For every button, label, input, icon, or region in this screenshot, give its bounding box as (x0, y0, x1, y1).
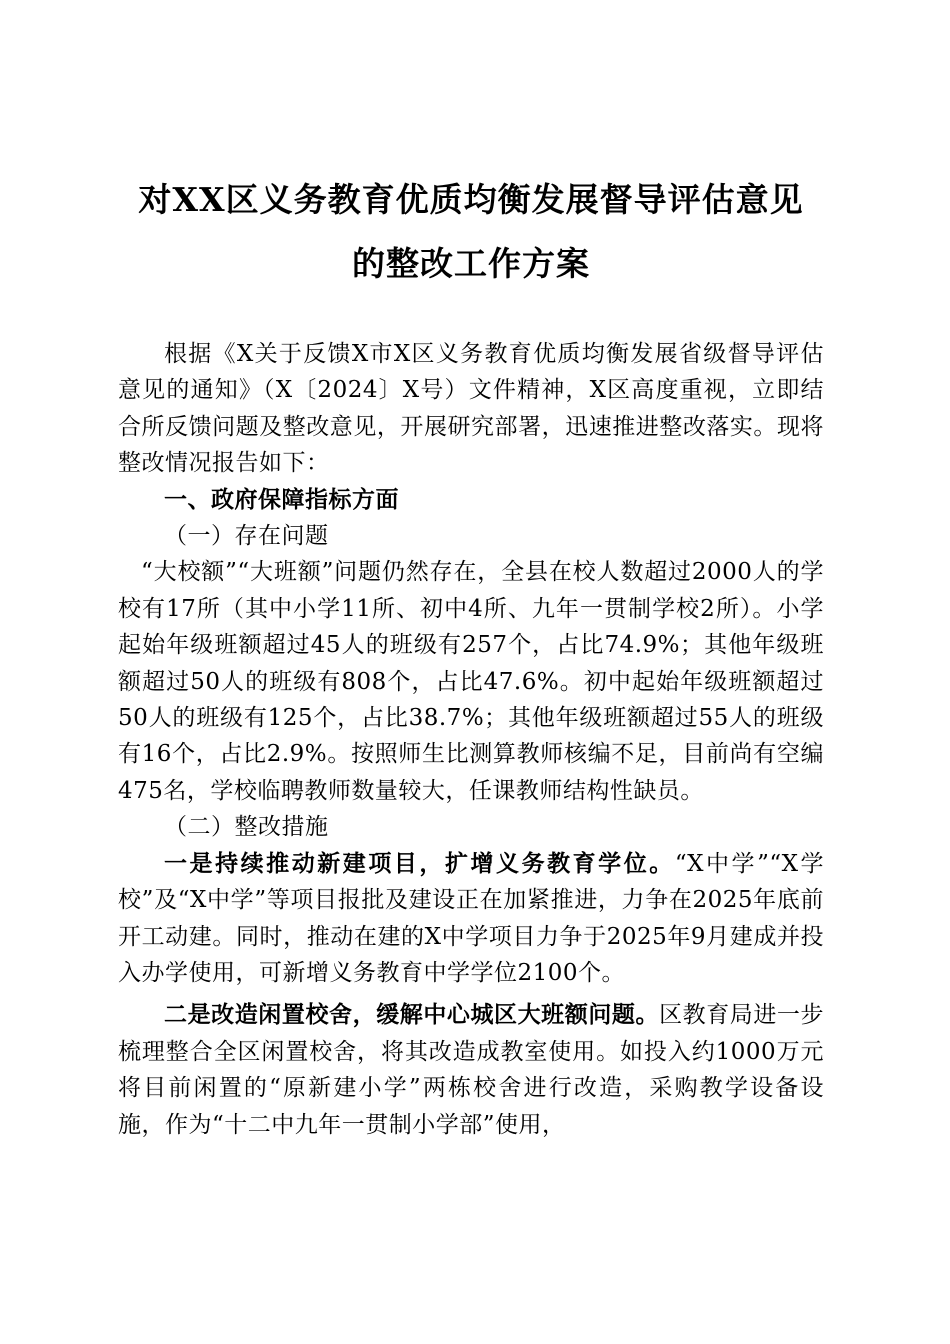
subsection-heading-measures: （二）整改措施 (164, 814, 329, 841)
subsection-heading-problems: （一）存在问题 (164, 523, 329, 550)
title-line-2: 的整改工作方案 (352, 244, 590, 283)
measure-paragraph-2 (118, 997, 824, 1143)
document-title (118, 168, 824, 296)
measure-1-text: “X中学”“X学校”及“X中学”等项目报批及建设正在加紧推进，力争在2025年底前开工动建。同时，推动在建的X中学项目力争于2025年9月建成并投入办学使用，可新增义务教育中学学位2100个。 (118, 850, 824, 986)
document-body (118, 336, 824, 1143)
problem-paragraph: “大校额”“大班额”问题仍然存在，全县在校人数超过2000人的学校有17所（其中小学11所、初中4所、九年一贯制学校2所）。小学起始年级班额超过45人的班级有257个，占比74.9%；其他年级班额超过50人的班级有808个，占比47.6%。初中起始年级班额超过50人的班级有125个，占比38.7%；其他年级班额超过55人的班级有16个，占比2.9%。按照师生比测算教师核编不足，目前尚有空编475名，学校临聘教师数量较大，任课教师结构性缺员。 (118, 559, 824, 804)
measure-1-lead: 一是持续推动新建项目，扩增义务教育学位。 (164, 849, 675, 877)
measure-2-lead: 二是改造闲置校舍，缓解中心城区大班额问题。 (164, 1001, 660, 1029)
section-heading-government: 一、政府保障指标方面 (164, 485, 399, 513)
measure-2-text: 区教育局进一步梳理整合全区闲置校舍，将其改造成教室使用。如投入约1000万元将目前闲置的“原新建小学”两栋校舍进行改造，采购教学设备设施，作为“十二中九年一贯制小学部”使用， (118, 1002, 825, 1138)
intro-paragraph: 根据《X关于反馈X市X区义务教育优质均衡发展省级督导评估意见的通知》（X〔2024〕X号）文件精神，X区高度重视，立即结合所反馈问题及整改意见，开展研究部署，迅速推进整改落实。现将整改情况报告如下： (118, 341, 824, 477)
measure-paragraph-1 (118, 846, 824, 992)
document-page (118, 168, 824, 1143)
title-line-1: 对XX区义务教育优质均衡发展督导评估意见 (138, 180, 804, 219)
